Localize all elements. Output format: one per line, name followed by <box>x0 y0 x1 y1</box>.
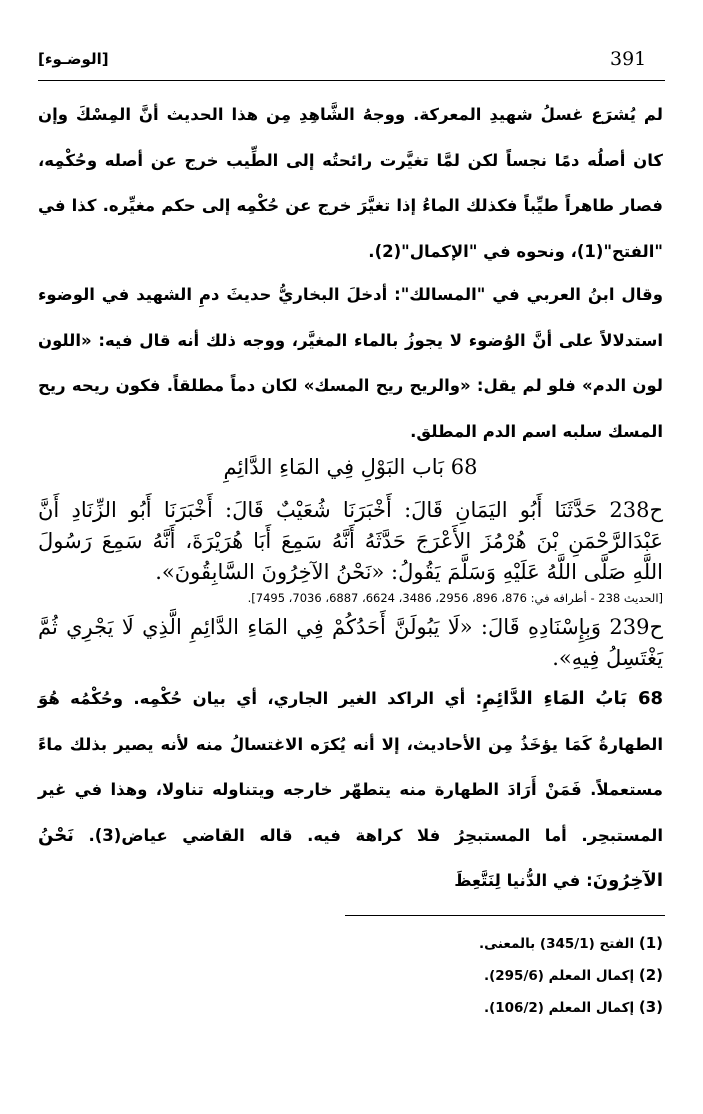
chapter-reference: 68 بَابُ المَاءِ الدَّائِمِ <box>482 688 664 709</box>
footnote-rule <box>345 915 665 916</box>
commentary-paragraph-1: لم يُشرَع غسلُ شهيدِ المعركة. ووجهُ الشَّاهِدِ مِن هذا الحديث أنَّ المِسْكَ وإن كان أصلُه دمًا نجساً لكن لمَّا تغيَّرت رائحتُه إلى الطِّيب خرج عن أصله وحُكْمِه، فصار طاهراً طيِّباً فكذلك الماءُ إذا تغيَّرَ خرج عن حُكْمِه إلى حكم مغيِّره. كذا في "الفتح"(1)، ونحوه في "الإكمال"(2). <box>38 105 663 261</box>
footnote <box>300 992 663 1024</box>
commentary-text-tail: : في الدُّنيا لِنَتَّعِظَ <box>454 871 593 890</box>
hadith-239: ح239 وَبِإِسْنَادِهِ قَالَ: «لَا يَبُولَنَّ أَحَدُكُمْ فِي المَاءِ الدَّائِمِ الَّذِي لَا يَجْرِي ثُمَّ يَغْتَسِلُ فِيهِ». <box>38 615 663 670</box>
commentary-paragraph-3 <box>38 676 663 904</box>
page-number: 391 <box>610 48 647 70</box>
footnote-number: (1) <box>638 934 663 952</box>
footnotes <box>300 928 663 1024</box>
header-rule <box>38 80 665 81</box>
commentary-text: : أي الراكد الغير الجاري، أي بيان حُكْمِه. وحُكْمُه هُوَ الطهارةُ كَمَا يؤخَذُ مِن الأحاديث، إلا أنه يُكرَه الاغتسالُ منه لأنه يصير بذلك ماءً مستعملاً. فَمَنْ أَرَادَ الطهارة منه يتطهّر خارجه ويتناوله تناولا، وهذا في غير المستبحِر. أما المستبحِرُ فلا كراهة فيه. قاله القاضي عياض(3). <box>38 689 663 845</box>
footnote-text: إكمال المعلم (295/6). <box>483 968 635 984</box>
commentary-paragraph-2: وقال ابنُ العربي في "المسالك": أدخلَ البخاريُّ حديثَ دمِ الشهيد في الوضوء استدلالاً على أنَّ الوُضوء لا يجوزُ بالماء المغيَّر، ووجه ذلك أنه قال فيه: «اللون لون الدم» فلو لم يقل: «والريح ريح المسك» لكان دماً مطلقاً. فكون ريحه ريح المسك سلبه اسم الدم المطلق. <box>38 285 663 441</box>
footnote-text: الفتح (345/1) بالمعنى. <box>479 936 635 952</box>
footnote-text: إكمال المعلم (106/2). <box>483 1000 635 1016</box>
footnote-number: (2) <box>638 966 663 984</box>
page-header <box>38 40 665 76</box>
footnote <box>300 960 663 992</box>
running-head: [الوضـوء] <box>38 50 109 68</box>
chapter-heading: 68 بَاب البَوْلِ فِي المَاءِ الدَّائِمِ <box>223 455 478 479</box>
footnote <box>300 928 663 960</box>
hadith-phrase-reference: نَحْنُ الآخِرُونَ <box>38 824 663 891</box>
footnote-number: (3) <box>638 998 663 1016</box>
hadith-238-cross-references: [الحديث 238 - أطرافه في: 876، 896، 2956، 3486، 6624، 6887، 7036، 7495]. <box>247 591 663 605</box>
hadith-238: ح238 حَدَّثَنَا أَبُو اليَمَانِ قَالَ: أَخْبَرَنَا شُعَيْبٌ قَالَ: أَخْبَرَنَا أَبُو الزِّنَادِ أَنَّ عَبْدَالرَّحْمَنِ بْنَ هُرْمُزَ الأَعْرَجَ حَدَّثَهُ أَنَّهُ سَمِعَ أَبَا هُرَيْرَةَ، أَنَّهُ سَمِعَ رَسُولَ اللَّهِ صَلَّى اللَّهُ عَلَيْهِ وَسَلَّمَ يَقُولُ: «نَحْنُ الآخِرُونَ السَّابِقُونَ». <box>38 498 663 584</box>
